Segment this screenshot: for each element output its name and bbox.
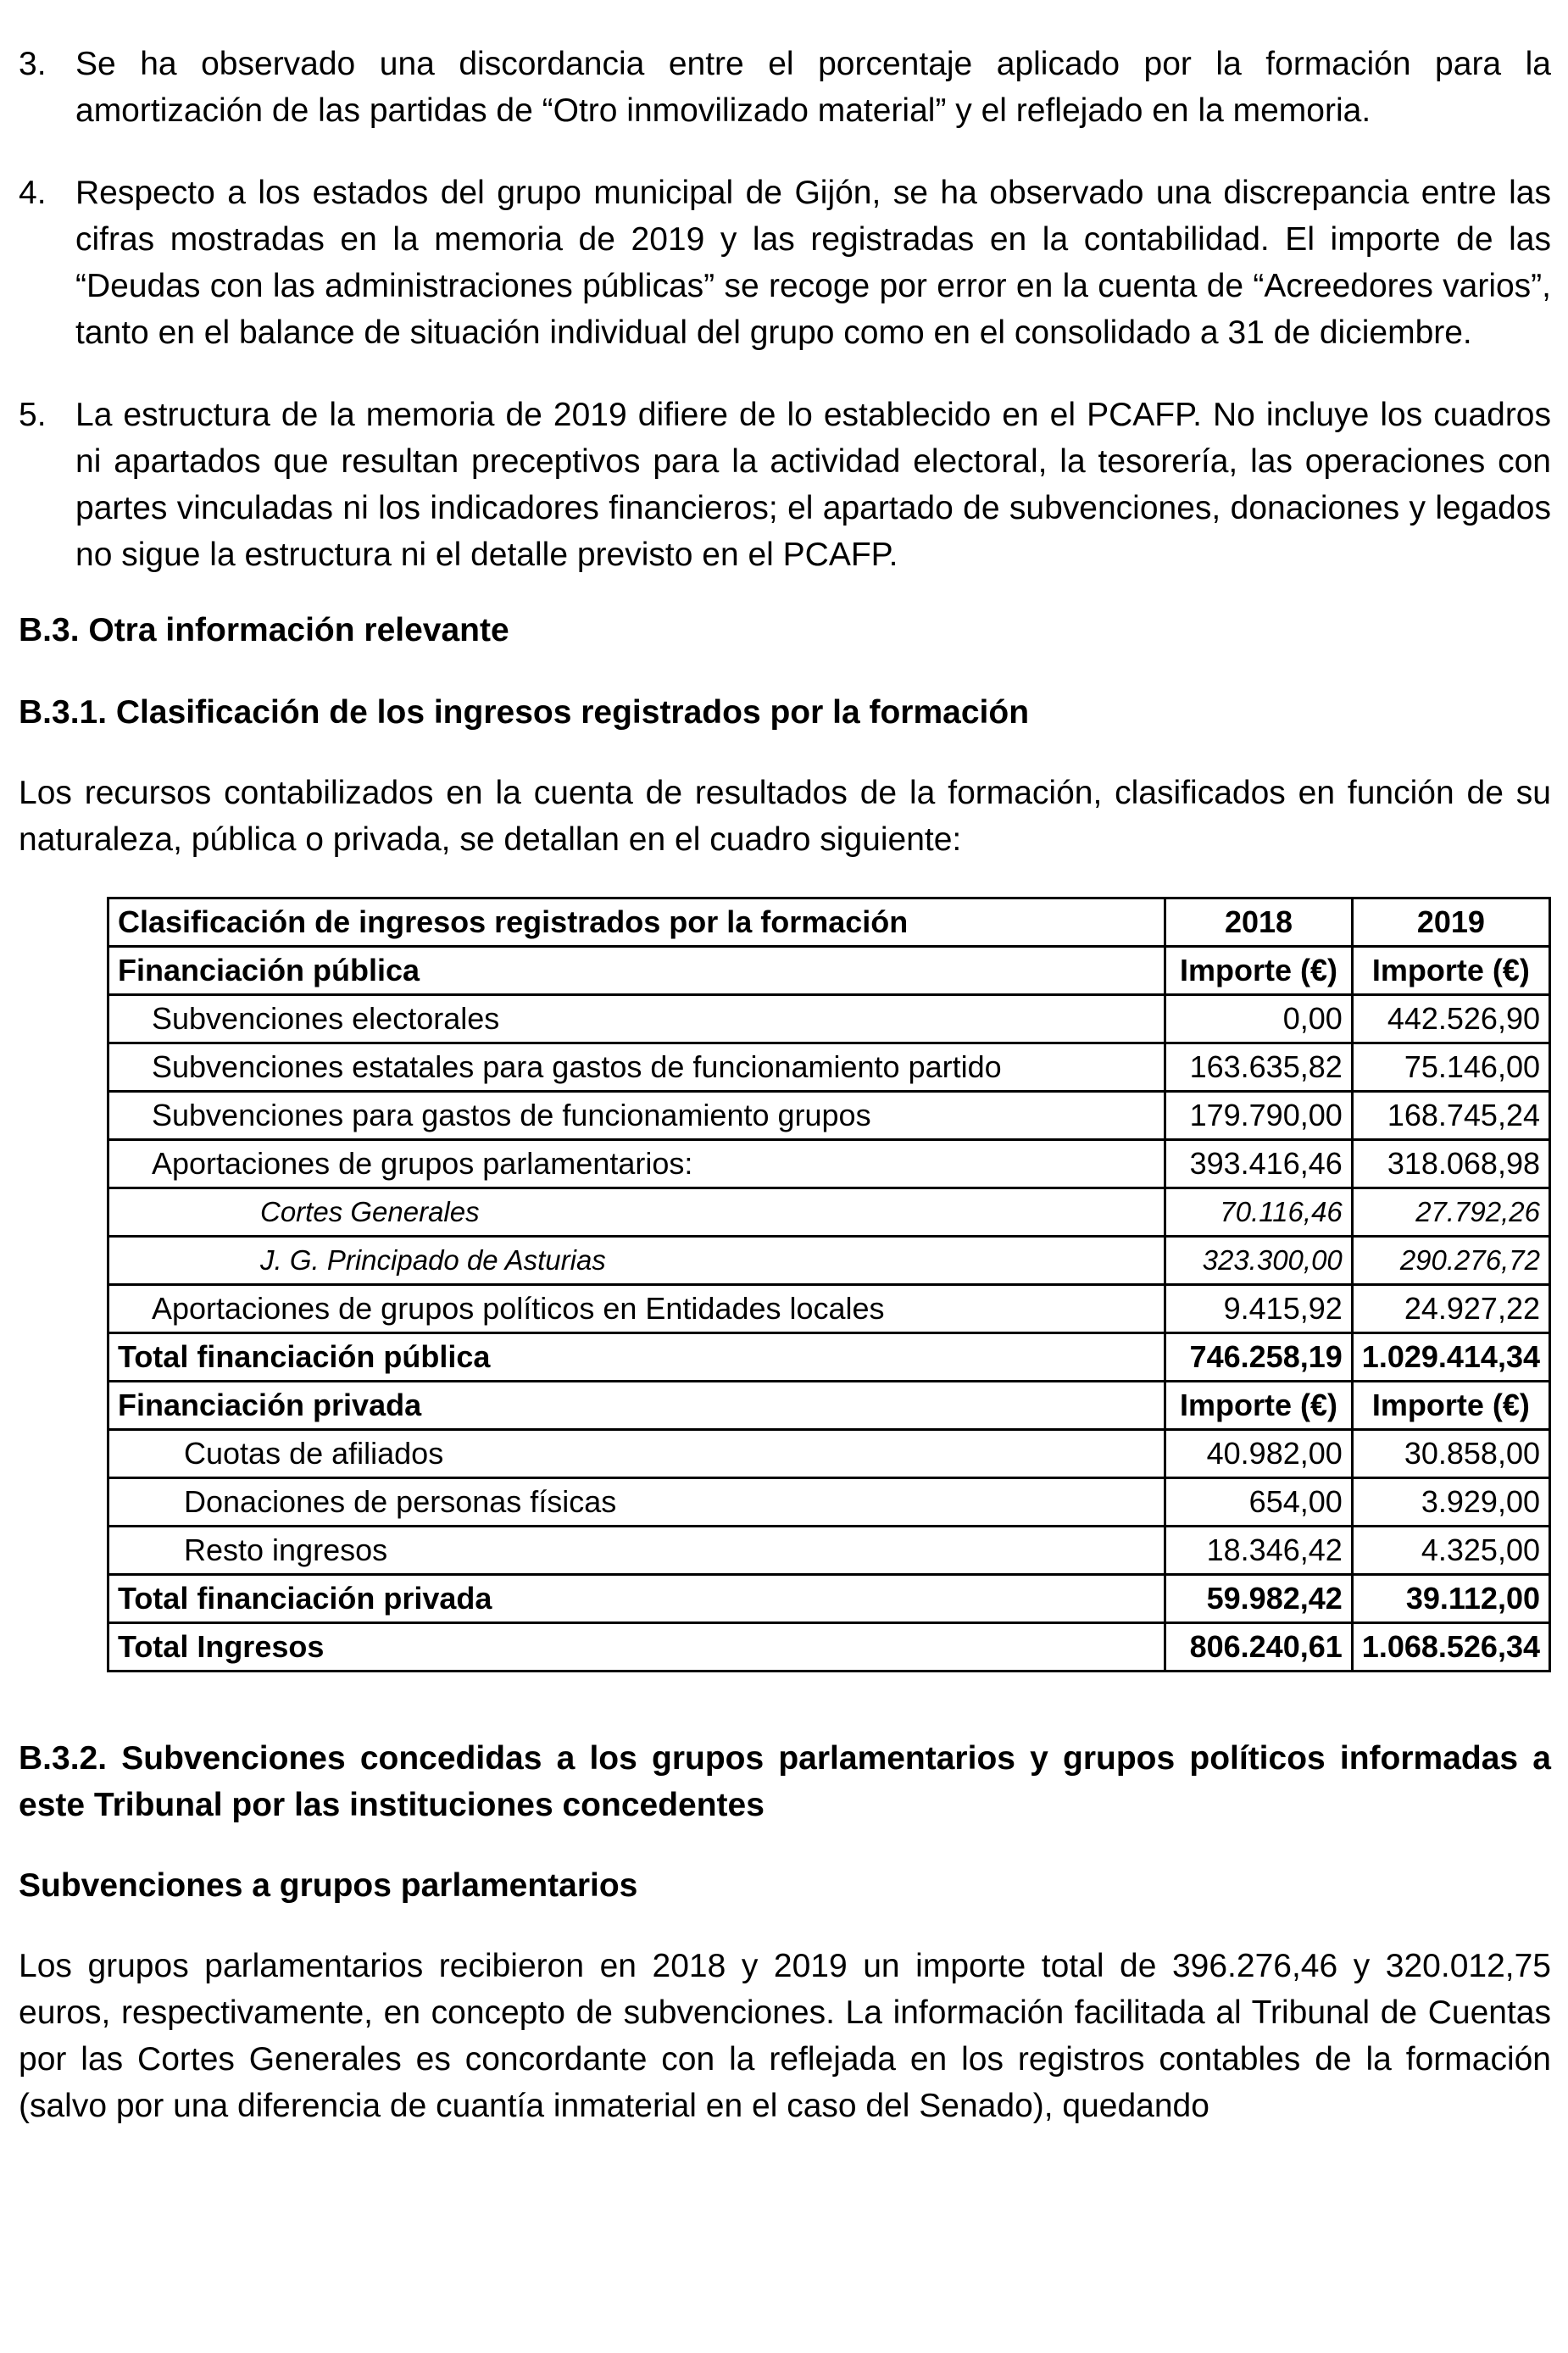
row-label: Resto ingresos <box>108 1527 1165 1575</box>
value-2019: 1.068.526,34 <box>1352 1623 1549 1672</box>
private-total-row <box>108 1575 1550 1623</box>
value-2018: 40.982,00 <box>1165 1430 1353 1478</box>
row-label: Financiación privada <box>108 1382 1165 1430</box>
row-label: Total financiación pública <box>108 1333 1165 1382</box>
table-row <box>108 1092 1550 1140</box>
amount-header-2019: Importe (€) <box>1352 947 1549 995</box>
row-label: Financiación pública <box>108 947 1165 995</box>
amount-header-2018: Importe (€) <box>1165 947 1353 995</box>
table-row <box>108 1478 1550 1527</box>
value-2018: 806.240,61 <box>1165 1623 1353 1672</box>
list-item-5 <box>19 392 1551 578</box>
amount-header-2018: Importe (€) <box>1165 1382 1353 1430</box>
list-item-text: Respecto a los estados del grupo municipal de Gijón, se ha observado una discrepancia entre las cifras mostradas en la memoria de 2019 y las registradas en la contabilidad. El importe de las “Deudas con las administraciones públicas” se recoge por error en la cuenta de “Acreedores varios”, tanto en el balance de situación individual del grupo como en el consolidado a 31 de diciembre. <box>75 175 1551 351</box>
table-row <box>108 1430 1550 1478</box>
grand-total-row <box>108 1623 1550 1672</box>
public-financing-header-row <box>108 947 1550 995</box>
table-row <box>108 1043 1550 1092</box>
list-item-text: La estructura de la memoria de 2019 difiere de lo establecido en el PCAFP. No incluye los cuadros ni apartados que resultan preceptivos para la actividad electoral, la tesorería, las operaciones con partes vinculadas ni los indicadores financieros; el apartado de subvenciones, donaciones y legados no sigue la estructura ni el detalle previsto en el PCAFP. <box>75 397 1551 573</box>
table-header-row <box>108 898 1550 947</box>
value-2019: 168.745,24 <box>1352 1092 1549 1140</box>
value-2019: 24.927,22 <box>1352 1285 1549 1333</box>
income-classification-table <box>107 897 1551 1672</box>
row-label: Total Ingresos <box>108 1623 1165 1672</box>
list-number: 3. <box>19 46 47 82</box>
row-label: Subvenciones para gastos de funcionamiento grupos <box>108 1092 1165 1140</box>
section-heading-b3: B.3. Otra información relevante <box>19 612 509 648</box>
value-2019: 4.325,00 <box>1352 1527 1549 1575</box>
value-2019: 39.112,00 <box>1352 1575 1549 1623</box>
value-2018: 746.258,19 <box>1165 1333 1353 1382</box>
value-2018: 18.346,42 <box>1165 1527 1353 1575</box>
row-label: Subvenciones electorales <box>108 995 1165 1043</box>
year-2018-header: 2018 <box>1165 898 1353 947</box>
document-page <box>19 41 1551 2129</box>
final-paragraph: Los grupos parlamentarios recibieron en 2018 y 2019 un importe total de 396.276,46 y 320.012,75 euros, respectivamente, en concepto de subvenciones. La información facilitada al Tribunal de Cuentas por las Cortes Generales es concordante con la reflejada en los registros contables de la formación (salvo por una diferencia de cuantía inmaterial en el caso del Senado), quedando <box>19 1948 1551 2124</box>
section-heading-b32: B.3.2. Subvenciones concedidas a los grupos parlamentarios y grupos políticos informadas a este Tribunal por las instituciones concedentes <box>19 1740 1551 1823</box>
table-row <box>108 995 1550 1043</box>
amount-header-2019: Importe (€) <box>1352 1382 1549 1430</box>
value-2018: 0,00 <box>1165 995 1353 1043</box>
value-2018: 654,00 <box>1165 1478 1353 1527</box>
table-header-label: Clasificación de ingresos registrados por la formación <box>108 898 1165 947</box>
section-heading-b31: B.3.1. Clasificación de los ingresos registrados por la formación <box>19 694 1030 731</box>
private-financing-header-row <box>108 1382 1550 1430</box>
table-row <box>108 1285 1550 1333</box>
value-2018: 9.415,92 <box>1165 1285 1353 1333</box>
value-2019: 27.792,26 <box>1352 1188 1549 1237</box>
value-2019: 1.029.414,34 <box>1352 1333 1549 1382</box>
list-item-4 <box>19 170 1551 356</box>
intro-paragraph: Los recursos contabilizados en la cuenta de resultados de la formación, clasificados en función de su naturaleza, pública o privada, se detallan en el cuadro siguiente: <box>19 775 1551 858</box>
table-subrow <box>108 1188 1550 1237</box>
row-label: Aportaciones de grupos políticos en Entidades locales <box>108 1285 1165 1333</box>
list-item-3 <box>19 41 1551 134</box>
value-2018: 70.116,46 <box>1165 1188 1353 1237</box>
row-label: J. G. Principado de Asturias <box>108 1237 1165 1285</box>
value-2018: 323.300,00 <box>1165 1237 1353 1285</box>
value-2019: 442.526,90 <box>1352 995 1549 1043</box>
table-subrow <box>108 1237 1550 1285</box>
table-row <box>108 1140 1550 1188</box>
list-number: 4. <box>19 175 47 211</box>
row-label: Donaciones de personas físicas <box>108 1478 1165 1527</box>
value-2019: 75.146,00 <box>1352 1043 1549 1092</box>
subsection-heading-subvenciones: Subvenciones a grupos parlamentarios <box>19 1867 638 1904</box>
value-2019: 30.858,00 <box>1352 1430 1549 1478</box>
row-label: Total financiación privada <box>108 1575 1165 1623</box>
row-label: Cortes Generales <box>108 1188 1165 1237</box>
list-number: 5. <box>19 397 47 433</box>
list-item-text: Se ha observado una discordancia entre el porcentaje aplicado por la formación para la amortización de las partidas de “Otro inmovilizado material” y el reflejado en la memoria. <box>75 46 1551 129</box>
year-2019-header: 2019 <box>1352 898 1549 947</box>
value-2018: 59.982,42 <box>1165 1575 1353 1623</box>
table-row <box>108 1527 1550 1575</box>
value-2019: 290.276,72 <box>1352 1237 1549 1285</box>
value-2018: 179.790,00 <box>1165 1092 1353 1140</box>
row-label: Subvenciones estatales para gastos de funcionamiento partido <box>108 1043 1165 1092</box>
value-2019: 318.068,98 <box>1352 1140 1549 1188</box>
value-2018: 393.416,46 <box>1165 1140 1353 1188</box>
row-label: Cuotas de afiliados <box>108 1430 1165 1478</box>
value-2018: 163.635,82 <box>1165 1043 1353 1092</box>
public-total-row <box>108 1333 1550 1382</box>
row-label: Aportaciones de grupos parlamentarios: <box>108 1140 1165 1188</box>
value-2019: 3.929,00 <box>1352 1478 1549 1527</box>
